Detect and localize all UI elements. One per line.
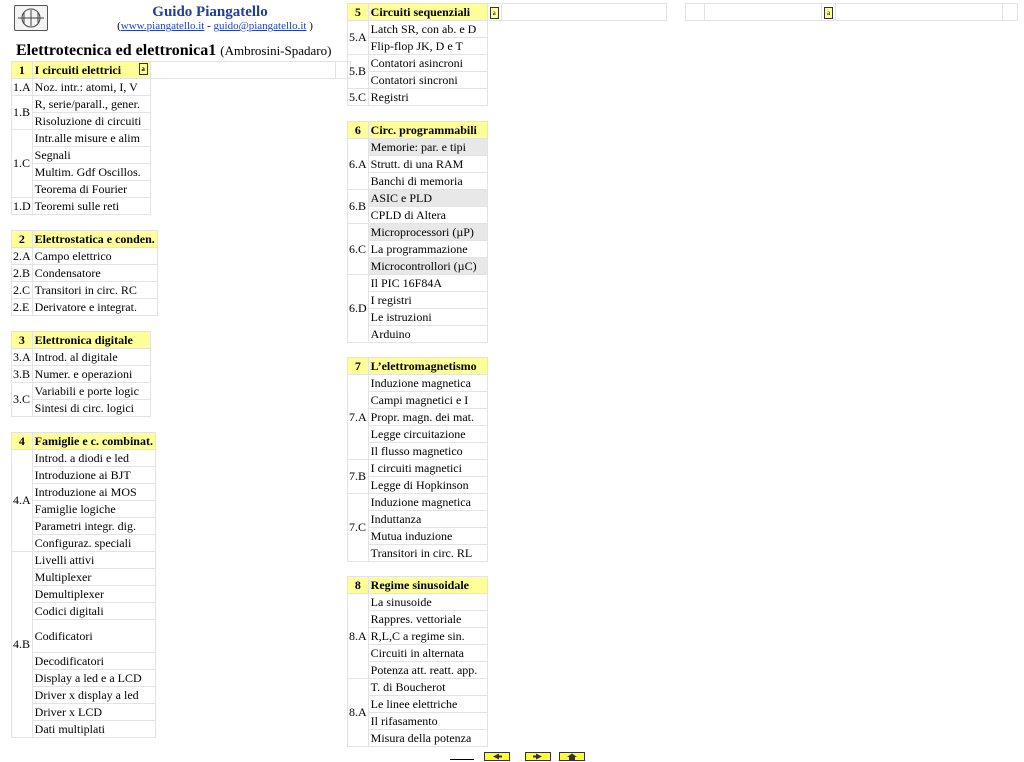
page-marker-cell[interactable]	[822, 4, 836, 21]
topic-link[interactable]: La programmazione	[368, 241, 487, 258]
book-authors: (Ambrosini-Spadaro)	[220, 43, 332, 58]
empty-cell	[705, 4, 822, 21]
topic-code: 4.A	[12, 450, 33, 552]
topic-link[interactable]: Livelli attivi	[32, 552, 155, 569]
topic-link[interactable]: Microcontrollori (µC)	[368, 258, 487, 275]
section-title[interactable]: Regime sinusoidale	[368, 577, 487, 594]
topic-code: 3.A	[13, 349, 31, 364]
section-number: 4	[12, 433, 33, 450]
topic-link[interactable]: Memorie: par. e tipi	[368, 139, 487, 156]
section-title[interactable]: Elettrostatica e conden.	[32, 231, 157, 248]
topic-link[interactable]: Introd. a diodi e led	[32, 450, 155, 467]
topic-link[interactable]: Registri	[368, 89, 487, 106]
section-5	[347, 3, 667, 106]
topic-link[interactable]: Introd. al digitale	[32, 349, 150, 366]
topic-link[interactable]: T. di Boucherot	[368, 679, 487, 696]
topic-link[interactable]: Decodificatori	[32, 653, 155, 670]
topic-link[interactable]: Propr. magn. dei mat.	[368, 409, 487, 426]
empty-cell	[836, 4, 1003, 21]
section-number: 1	[12, 62, 33, 79]
topic-code: 3.C	[12, 383, 33, 417]
page-marker-cell[interactable]	[487, 4, 501, 21]
topic-link[interactable]: Multiplexer	[32, 569, 155, 586]
topic-code: 1.D	[13, 198, 31, 213]
section-number: 7	[348, 358, 369, 375]
topic-link[interactable]: Condensatore	[32, 265, 157, 282]
topic-code: 8.A	[348, 594, 369, 679]
topic-link[interactable]: Demultiplexer	[32, 586, 155, 603]
links-close: )	[306, 20, 313, 32]
topic-link[interactable]: Campo elettrico	[32, 248, 157, 265]
empty-cell	[150, 62, 335, 79]
topic-code: 6.D	[348, 275, 369, 343]
topic-code: 2.E	[12, 299, 33, 316]
topic-link[interactable]: Le linee elettriche	[368, 696, 487, 713]
topic-code: 5.B	[348, 55, 369, 89]
topic-code: 5.C	[348, 89, 369, 106]
section-title-text: I circuiti elettrici	[34, 62, 122, 77]
topic-link[interactable]: I circuiti magnetici	[368, 460, 487, 477]
topic-code: 7.A	[348, 375, 369, 460]
section-title[interactable]: Circ. programmabili	[368, 122, 487, 139]
section-number: 8	[348, 577, 369, 594]
topic-link[interactable]: Induzione magnetica	[368, 375, 487, 392]
section-4	[11, 432, 156, 738]
topic-link[interactable]: Dati multiplati	[32, 721, 155, 738]
topic-link[interactable]: Mutua induzione	[368, 528, 487, 545]
topic-link[interactable]: Multim. Gdf Oscillos.	[32, 164, 150, 181]
topic-link[interactable]: CPLD di Altera	[368, 207, 487, 224]
home-button[interactable]	[559, 752, 585, 761]
section-number: 2	[12, 231, 33, 248]
topic-link[interactable]: Codificatori	[32, 620, 155, 653]
topic-code: 1.A	[13, 79, 31, 94]
section-number: 5	[348, 4, 369, 21]
topic-link[interactable]: Misura della potenza	[368, 730, 487, 747]
empty-cell	[686, 4, 705, 21]
topic-link[interactable]: Le istruzioni	[368, 309, 487, 326]
topic-link[interactable]: Display a led e a LCD	[32, 670, 155, 687]
section-6	[347, 121, 488, 343]
topic-link[interactable]: Driver x display a led	[32, 687, 155, 704]
topic-link[interactable]: Potenza att. reatt. app.	[368, 662, 487, 679]
left-arrow-icon	[485, 753, 509, 760]
topic-link[interactable]: Circuiti in alternata	[368, 645, 487, 662]
section-title-text: Circuiti sequenziali	[370, 4, 471, 19]
topic-link[interactable]: Contatori sincroni	[368, 72, 487, 89]
section-title[interactable]: Famiglie e c. combinat.	[32, 433, 155, 450]
site-link[interactable]: www.piangatello.it	[120, 20, 205, 32]
topic-code: 6.A	[348, 139, 369, 190]
section-title[interactable]: L’elettromagnetismo	[368, 358, 487, 375]
topic-link[interactable]: Strutt. di una RAM	[368, 156, 487, 173]
section-title[interactable]	[368, 4, 487, 21]
section-title[interactable]	[32, 62, 150, 79]
topic-code: 2.B	[12, 265, 33, 282]
topic-link[interactable]: Teorema di Fourier	[32, 181, 150, 198]
site-logo[interactable]	[14, 5, 48, 31]
topic-link[interactable]: La sinusoide	[368, 594, 487, 611]
book-title-text: Elettrotecnica ed elettronica1	[16, 42, 217, 59]
topic-link[interactable]: Microprocessori (µP)	[368, 224, 487, 241]
section-number: 6	[348, 122, 369, 139]
topic-link[interactable]: Arduino	[368, 326, 487, 343]
topic-link[interactable]: Il PIC 16F84A	[368, 275, 487, 292]
section-1	[11, 61, 351, 215]
page-marker-icon[interactable]: a	[139, 63, 148, 75]
topic-code: 2.C	[12, 282, 33, 299]
topic-link[interactable]: Parametri integr. dig.	[32, 518, 155, 535]
topic-link[interactable]: Teoremi sulle reti	[32, 198, 150, 215]
topic-link[interactable]: Il rifasamento	[368, 713, 487, 730]
topic-code: 4.B	[12, 552, 33, 738]
topic-link[interactable]: Variabili e porte logic	[32, 383, 150, 400]
home-icon	[560, 753, 584, 760]
topic-link[interactable]: Transitori in circ. RL	[368, 545, 487, 562]
topic-code: 6.B	[348, 190, 369, 224]
topic-code: 5.A	[348, 21, 369, 55]
topic-code: 6.C	[348, 224, 369, 275]
page-marker-icon[interactable]: a	[824, 7, 833, 19]
contact-links	[80, 20, 350, 32]
topic-link[interactable]: Contatori asincroni	[368, 55, 487, 72]
topic-link[interactable]: R, serie/parall., gener.	[32, 96, 150, 113]
topic-link[interactable]: ASIC e PLD	[368, 190, 487, 207]
links-separator: -	[204, 20, 214, 32]
topic-link[interactable]: Rappres. vettoriale	[368, 611, 487, 628]
topic-code: 3.B	[12, 366, 33, 383]
topic-code: 8.A	[348, 679, 369, 747]
topic-code: 7.C	[348, 494, 369, 562]
empty-cell	[1003, 4, 1018, 21]
topic-link[interactable]: Flip-flop JK, D e T	[368, 38, 487, 55]
topic-link[interactable]: Introduzione ai BJT	[32, 467, 155, 484]
prev-button[interactable]	[484, 752, 510, 761]
email-link[interactable]: guido@piangatello.it	[213, 20, 307, 32]
topic-link[interactable]: Numer. e operazioni	[32, 366, 150, 383]
topic-link[interactable]: Noz. intr.: atomi, I, V	[32, 79, 150, 96]
topic-link[interactable]: Banchi di memoria	[368, 173, 487, 190]
topic-link[interactable]: Risoluzione di circuiti	[32, 113, 150, 130]
topic-link[interactable]: Derivatore e integrat.	[32, 299, 157, 316]
topic-code: 1.C	[12, 130, 33, 198]
topic-link[interactable]: Legge circuitazione	[368, 426, 487, 443]
topic-code: 2.A	[13, 248, 31, 263]
book-title	[16, 42, 331, 60]
topic-link[interactable]: Legge di Hopkinson	[368, 477, 487, 494]
section-2	[11, 230, 158, 316]
topic-link[interactable]: Codici digitali	[32, 603, 155, 620]
section-7	[347, 357, 488, 562]
author-name: Guido Piangatello	[152, 4, 268, 20]
section-8	[347, 576, 488, 747]
topic-link[interactable]: Configuraz. speciali	[32, 535, 155, 552]
nav-divider	[450, 759, 474, 760]
topic-link[interactable]: Introduzione ai MOS	[32, 484, 155, 501]
section-3	[11, 331, 151, 417]
topic-link[interactable]: Induttanza	[368, 511, 487, 528]
links-open: (	[117, 20, 121, 32]
topic-link[interactable]: Latch SR, con ab. e D	[368, 21, 487, 38]
right-arrow-icon	[526, 753, 550, 760]
section-title[interactable]: Elettronica digitale	[32, 332, 150, 349]
topic-link[interactable]: R,L,C a regime sin.	[368, 628, 487, 645]
topic-link[interactable]: Transitori in circ. RC	[32, 282, 157, 299]
topic-link[interactable]: Segnali	[32, 147, 150, 164]
next-button[interactable]	[525, 752, 551, 761]
page-marker-icon[interactable]: a	[490, 7, 499, 19]
empty-cell	[501, 4, 666, 21]
topic-link[interactable]: Induzione magnetica	[368, 494, 487, 511]
topic-link[interactable]: Driver x LCD	[32, 704, 155, 721]
topic-link[interactable]: Campi magnetici e I	[368, 392, 487, 409]
topic-link[interactable]: Famiglie logiche	[32, 501, 155, 518]
topic-link[interactable]: Il flusso magnetico	[368, 443, 487, 460]
topic-code: 1.B	[12, 96, 33, 130]
section-number: 3	[12, 332, 33, 349]
right-panel	[685, 3, 1018, 21]
topic-link[interactable]: Sintesi di circ. logici	[32, 400, 150, 417]
topic-link[interactable]: Intr.alle misure e alim	[32, 130, 150, 147]
topic-link[interactable]: I registri	[368, 292, 487, 309]
topic-code: 7.B	[348, 460, 369, 494]
